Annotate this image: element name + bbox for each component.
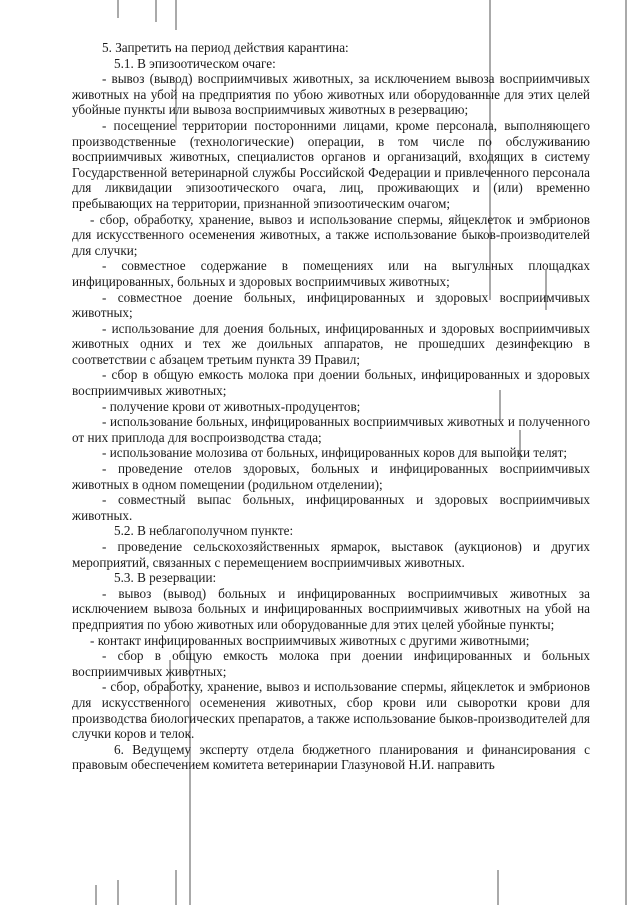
- list-item: - вывоз (вывод) восприимчивых животных, за исключением вывоза восприимчивых животных на убой на предприятия по убою животных или оборудованные для этих целей убойные пункты или вывоза восприимчивых животных в резервацию;: [72, 71, 590, 118]
- subsection-heading: 5.3. В резервации:: [114, 570, 217, 586]
- list-item: - использование для доения больных, инфицированных и здоровых восприимчивых животных одних и тех же доильных аппаратов, не прошедших дезинфекцию в соответствии с абзацем третьим пункта 39 Правил;: [72, 320, 590, 367]
- list-item: - совместное доение больных, инфицированных и здоровых восприимчивых животных;: [72, 289, 590, 321]
- document-body: [72, 40, 590, 773]
- subsection-heading: 5.1. В эпизоотическом очаге:: [114, 55, 276, 71]
- list-item: - использование молозива от больных, инфицированных коров для выпойки телят;: [102, 445, 568, 461]
- list-item: - проведение сельскохозяйственных ярмарок, выставок (аукционов) и других мероприятий, связанных с перемещением восприимчивых животных.: [72, 539, 590, 570]
- section-heading: 5. Запретить на период действия карантина:: [102, 40, 349, 55]
- list-item: - сбор в общую емкость молока при доении больных, инфицированных и здоровых восприимчивых животных;: [72, 367, 590, 399]
- list-item: - проведение отелов здоровых, больных и инфицированных восприимчивых животных в одном помещении (родильном отделении);: [72, 461, 590, 492]
- list-item: - сбор в общую емкость молока при доении инфицированных и больных восприимчивых животных;: [72, 648, 590, 679]
- list-item: - сбор, обработку, хранение, вывоз и использование спермы, яйцеклеток и эмбрионов для искусственного осеменения животных, а также использование быков-производителей для случки;: [72, 211, 590, 258]
- list-item: - контакт инфицированных восприимчивых животных с другими животными;: [90, 632, 530, 648]
- list-item: - использование больных, инфицированных восприимчивых животных и полученного от них приплода для воспроизводства стада;: [72, 414, 590, 445]
- list-item: - вывоз (вывод) больных и инфицированных восприимчивых животных за исключением вывоза больных и инфицированных восприимчивых животных на убой на предприятия по убою животных или оборудованные для этих целей убойные пункты;: [72, 585, 590, 632]
- list-item: - получение крови от животных-продуцентов;: [102, 398, 361, 414]
- section-paragraph: 6. Ведущему эксперту отдела бюджетного планирования и финансирования с правовым обеспечением комитета ветеринарии Глазуновой Н.И. направить: [72, 741, 590, 773]
- list-item: - посещение территории посторонними лицами, кроме персонала, выполняющего производственные (технологические) операции, в том числе по обслуживанию восприимчивых животных, специалистов органов и организаций, входящих в систему Государственной ветеринарной службы Российской Федерации и привлеченного персонала для ликвидации эпизоотического очага, лиц, проживающих и (или) временно пребывающих на территории, признанной эпизоотическим очагом;: [72, 117, 590, 211]
- list-item: - совместный выпас больных, инфицированных и здоровых восприимчивых животных.: [72, 492, 590, 523]
- list-item: - сбор, обработку, хранение, вывоз и использование спермы, яйцеклеток и эмбрионов для искусственного осеменения животных, сбор крови или сыворотки крови для производства биологических препаратов, а также использование быков-производителей для случки коров и телок.: [72, 679, 590, 742]
- list-item: - совместное содержание в помещениях или на выгульных площадках инфицированных, больных и здоровых восприимчивых животных;: [72, 258, 590, 289]
- subsection-heading: 5.2. В неблагополучном пункте:: [114, 523, 294, 539]
